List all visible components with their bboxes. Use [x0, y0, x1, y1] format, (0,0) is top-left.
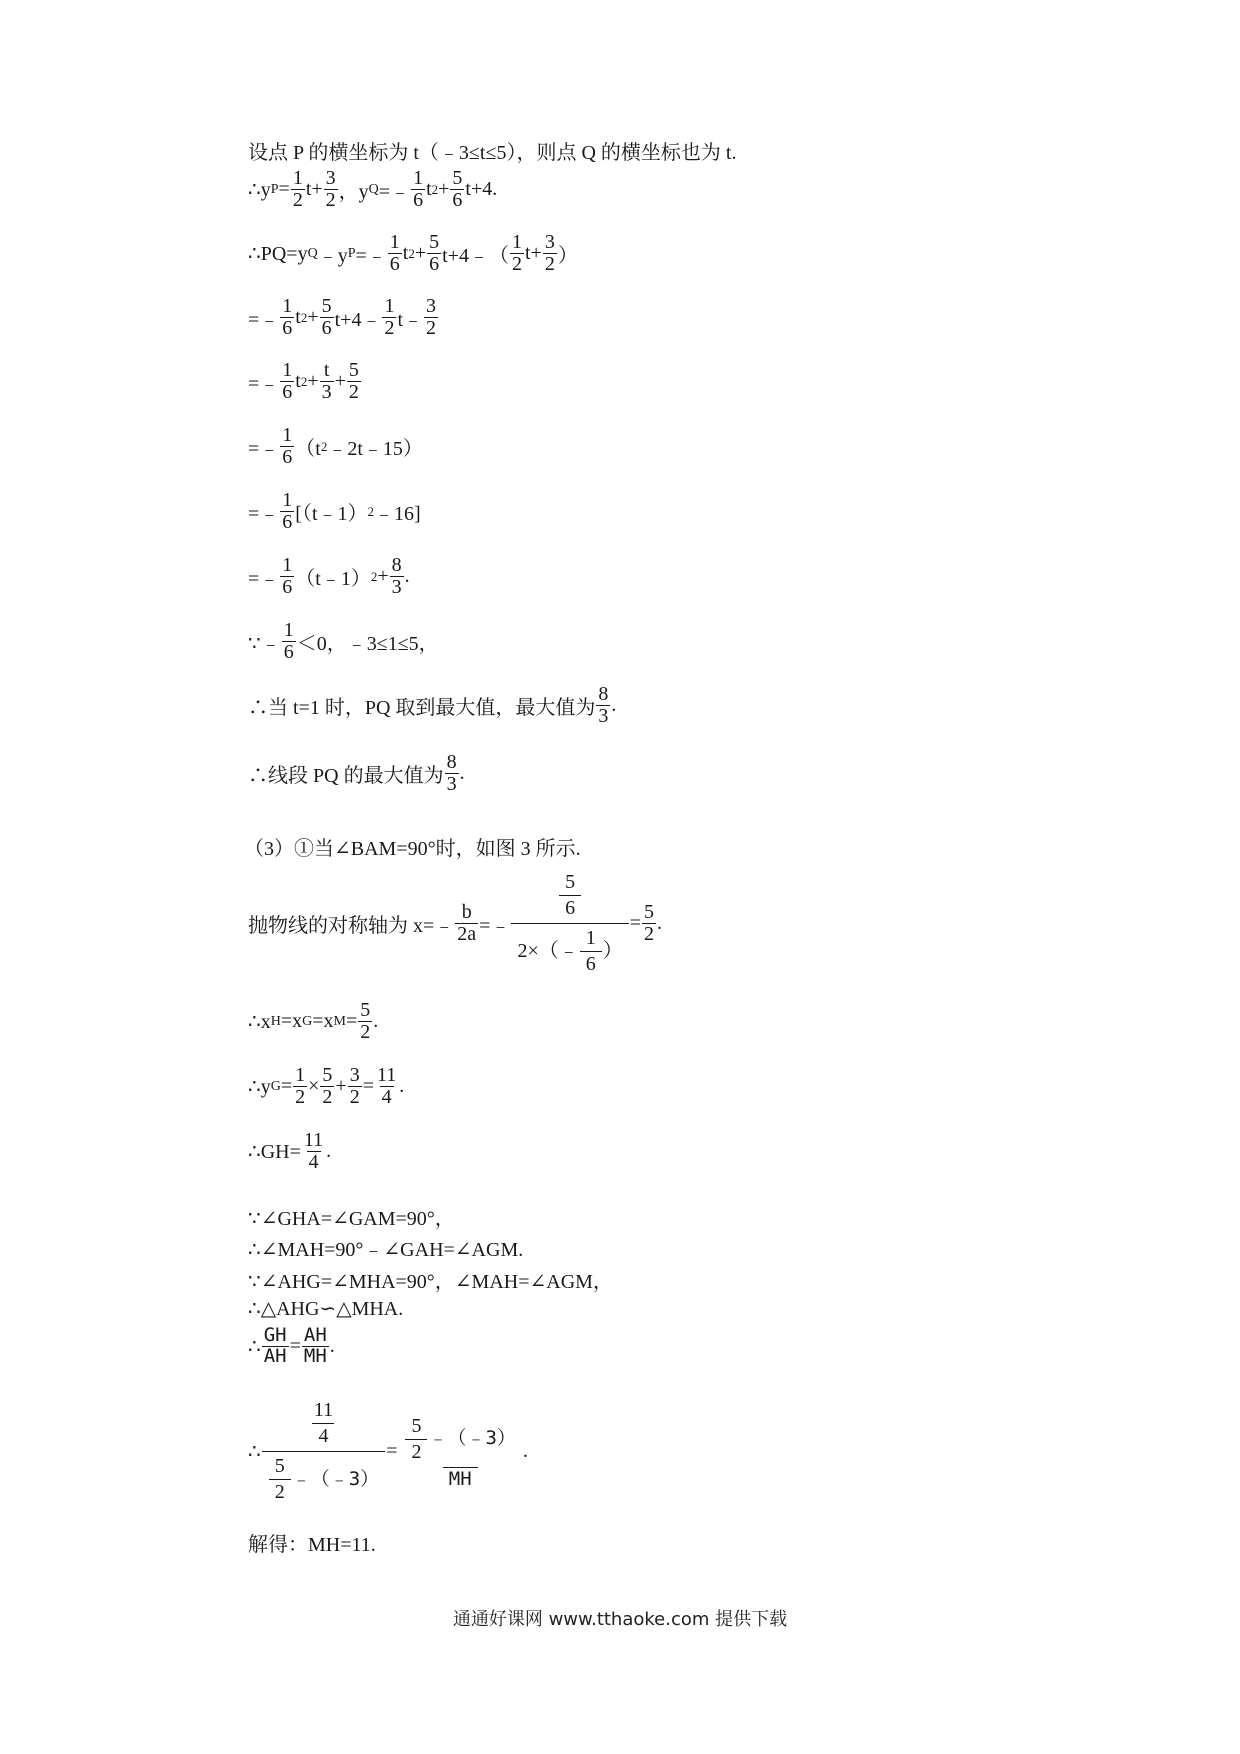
denominator: 6 [282, 381, 293, 403]
denominator: AH [263, 1344, 287, 1367]
fraction [347, 360, 361, 403]
fraction [390, 555, 404, 598]
denominator: 3 [598, 705, 609, 727]
text: （t﹣1） [295, 568, 371, 590]
denominator: 6 [389, 253, 400, 275]
text: ﹣（﹣3） [428, 1427, 516, 1450]
fraction [308, 1398, 339, 1449]
numerator: 3 [325, 167, 336, 189]
numerator: t [323, 359, 330, 381]
superscript: 2 [300, 309, 308, 325]
text: = [278, 178, 290, 200]
numerator: 1 [282, 554, 293, 576]
text: + [377, 565, 389, 587]
fraction [411, 168, 425, 211]
subscript: M [333, 1013, 346, 1029]
denominator: 2 [348, 381, 359, 403]
numerator: 11 [376, 1064, 397, 1086]
text: ＜0，﹣3≤1≤5， [296, 633, 439, 655]
text: + [438, 178, 450, 200]
denominator: 6 [559, 895, 581, 921]
numerator: 1 [384, 295, 395, 317]
text: ∴x [248, 1011, 271, 1033]
denominator: 6 [282, 511, 293, 533]
numerator: b [461, 901, 472, 923]
numerator: 1 [413, 167, 424, 189]
line-4 [248, 296, 439, 339]
text: （3）①当∠BAM=90°时，如图 3 所示. [244, 838, 581, 860]
text: [（t﹣1） [295, 503, 368, 525]
text: t+ [524, 242, 542, 264]
compound-fraction [511, 868, 628, 979]
fraction [320, 296, 334, 339]
text: t [295, 306, 301, 328]
text: ，y [338, 181, 369, 203]
fraction [320, 1065, 334, 1108]
text: =﹣ [248, 503, 280, 525]
text: =﹣ [378, 181, 411, 203]
text: = [289, 1334, 301, 1357]
text: ﹣16] [374, 503, 421, 525]
denominator: 2 [644, 923, 655, 945]
text: t+4﹣ [334, 309, 382, 331]
text: =x [280, 1010, 303, 1032]
text: 2×（﹣ [517, 940, 579, 962]
text: 设点 P 的横坐标为 t（﹣3≤t≤5），则点 Q 的横坐标也为 t. [248, 142, 737, 164]
superscript: 2 [431, 181, 439, 197]
numerator: GH [263, 1324, 287, 1346]
text: ∴ [248, 1335, 261, 1358]
fraction [596, 684, 610, 727]
text: t﹣ [397, 309, 424, 331]
denominator: 4 [381, 1086, 392, 1108]
line-9 [248, 620, 439, 663]
text: =﹣ [248, 309, 280, 331]
line-19 [248, 1265, 613, 1294]
compound-fraction-left [262, 1396, 385, 1507]
text: ﹣y [317, 245, 348, 267]
denominator: 6 [429, 253, 440, 275]
subscript: Q [307, 245, 318, 261]
numerator: 3 [544, 231, 555, 253]
numerator: 3 [349, 1064, 360, 1086]
denominator: MH [303, 1344, 327, 1367]
line-20 [248, 1296, 403, 1321]
text: ） [557, 245, 578, 267]
subscript: Q [368, 181, 379, 197]
fraction [543, 232, 557, 275]
denominator: 2 [544, 253, 555, 275]
text: ∵∠GHA=∠GAM=90°， [248, 1208, 455, 1230]
denominator: 2 [295, 1086, 306, 1108]
text: . [611, 694, 617, 716]
text: + [335, 1075, 347, 1097]
text: ∴∠MAH=90°﹣∠GAH=∠AGM. [248, 1239, 524, 1261]
text: （t [295, 438, 321, 460]
compound-fraction-right [398, 1412, 521, 1492]
line-13-axis [248, 868, 662, 979]
text: . [657, 912, 663, 934]
fraction [291, 168, 305, 211]
text: ∴y [248, 1076, 271, 1098]
line-16 [248, 1130, 331, 1173]
fraction [302, 1130, 325, 1173]
denominator: 4 [308, 1151, 319, 1173]
text: × [308, 1075, 320, 1097]
line-22 [248, 1396, 528, 1507]
text: ∴GH= [248, 1141, 301, 1163]
text: = [386, 1440, 398, 1462]
numerator: 8 [391, 554, 402, 576]
denominator: 2 [405, 1439, 427, 1465]
text: ∴y [248, 179, 271, 201]
text: ∴△AHG∽△MHA. [248, 1298, 404, 1320]
denominator: 6 [282, 317, 293, 339]
denominator: 3 [446, 773, 457, 795]
denominator: 6 [321, 317, 332, 339]
fraction [450, 168, 464, 211]
fraction [324, 168, 338, 211]
text: ∵﹣ [248, 633, 281, 655]
line-15 [248, 1065, 404, 1108]
text: 抛物线的对称轴为 x=﹣ [248, 915, 455, 937]
numerator: 11 [313, 1399, 334, 1421]
numerator: 1 [282, 359, 293, 381]
text: + [307, 306, 319, 328]
subscript: H [270, 1013, 281, 1029]
superscript: 2 [370, 568, 378, 584]
text: ∴线段 PQ 的最大值为 [248, 765, 444, 787]
fraction [382, 296, 396, 339]
denominator: 2a [457, 923, 477, 945]
numerator: 8 [598, 683, 609, 705]
denominator: 2 [322, 1086, 333, 1108]
text: ﹣2t﹣15） [327, 438, 423, 460]
text: ∴ [248, 1441, 261, 1463]
text: . [373, 1010, 379, 1032]
fraction [280, 425, 294, 468]
numerator: 1 [511, 231, 522, 253]
numerator: 1 [283, 619, 294, 641]
text: . [399, 1075, 405, 1097]
fraction [348, 1065, 362, 1108]
numerator: 5 [411, 1414, 422, 1437]
text: ∴当 t=1 时，PQ 取到最大值，最大值为 [248, 697, 596, 719]
line-21 [248, 1326, 335, 1367]
numerator: 5 [565, 871, 576, 893]
fraction [320, 360, 334, 403]
numerator: 1 [585, 927, 596, 949]
denominator [262, 1451, 385, 1507]
numerator: 5 [644, 901, 655, 923]
text: t+4﹣（ [442, 245, 509, 267]
line-2-yp-yq [248, 168, 497, 211]
fraction [388, 232, 402, 275]
line-5 [248, 360, 362, 403]
fraction [280, 360, 294, 403]
fraction [424, 296, 438, 339]
numerator: 5 [452, 167, 463, 189]
line-10 [248, 684, 616, 727]
numerator: 3 [426, 295, 437, 317]
numerator [301, 1396, 346, 1451]
text: ∵∠AHG=∠MHA=90°，∠MAH=∠AGM， [248, 1271, 613, 1293]
text: + [414, 242, 427, 264]
line-11 [248, 752, 465, 795]
text: =﹣ [248, 373, 280, 395]
line-7 [248, 490, 421, 533]
denominator: 3 [321, 381, 332, 403]
fraction [510, 232, 524, 275]
text: ） [602, 940, 623, 962]
denominator: 6 [282, 576, 293, 598]
text: + [334, 370, 346, 392]
fraction [280, 555, 294, 598]
text: . [326, 1140, 332, 1162]
numerator: 8 [446, 751, 457, 773]
line-8 [248, 555, 410, 598]
fraction [580, 926, 602, 977]
text: = [280, 1075, 293, 1097]
numerator: 5 [321, 295, 332, 317]
numerator: AH [303, 1324, 327, 1346]
line-14 [248, 1000, 378, 1043]
fraction [262, 1326, 289, 1367]
denominator: 6 [452, 189, 463, 211]
numerator [552, 868, 588, 923]
text: = [362, 1075, 374, 1097]
text: ﹣（﹣3） [291, 1467, 380, 1490]
text: =﹣ [355, 245, 387, 267]
denominator: 2 [349, 1086, 360, 1108]
fraction [302, 1326, 329, 1367]
text: = [346, 1010, 358, 1032]
text: =﹣ [248, 438, 280, 460]
subscript: P [347, 245, 356, 261]
fraction [269, 1454, 291, 1505]
denominator: 2 [269, 1479, 291, 1505]
subscript: G [302, 1013, 313, 1029]
fraction [559, 870, 581, 921]
line-23 [248, 1528, 376, 1557]
numerator: 5 [322, 1064, 333, 1086]
text: = [629, 912, 642, 934]
denominator: 2 [292, 189, 303, 211]
denominator: 6 [282, 446, 293, 468]
fraction [280, 296, 294, 339]
text: . [522, 1440, 528, 1462]
numerator: 1 [292, 167, 303, 189]
text: t+ [305, 178, 323, 200]
subscript: G [270, 1078, 281, 1094]
text: + [307, 370, 319, 392]
fraction [280, 490, 294, 533]
numerator: 5 [360, 999, 371, 1021]
line-3-pq [248, 232, 578, 275]
fraction [405, 1414, 427, 1465]
numerator: 11 [303, 1129, 324, 1151]
text: 解得：MH=11. [248, 1534, 376, 1556]
text: . [329, 1334, 335, 1357]
line-17 [248, 1202, 455, 1231]
denominator: 6 [580, 951, 602, 977]
denominator: 3 [391, 576, 402, 598]
line-12 [244, 832, 581, 861]
footer-credit: 通通好课网 www.tthaoke.com 提供下载 [452, 1609, 788, 1630]
fraction [293, 1065, 307, 1108]
numerator: 1 [282, 295, 293, 317]
numerator: 5 [429, 231, 440, 253]
line-6 [248, 425, 423, 468]
denominator: 2 [511, 253, 522, 275]
text: . [459, 762, 465, 784]
numerator: 1 [282, 424, 293, 446]
superscript: 2 [300, 373, 308, 389]
fraction [455, 902, 478, 945]
fraction [358, 1000, 372, 1043]
denominator: 2 [426, 317, 437, 339]
fraction [375, 1065, 398, 1108]
fraction [427, 232, 441, 275]
numerator: 1 [295, 1064, 306, 1086]
text: t [295, 370, 301, 392]
text: ∴PQ=y [248, 243, 308, 265]
fraction [642, 902, 656, 945]
numerator: 1 [389, 231, 400, 253]
text: =﹣ [248, 568, 280, 590]
text: t [402, 242, 409, 264]
denominator: MH [443, 1467, 478, 1492]
numerator [398, 1412, 521, 1467]
denominator [511, 923, 628, 979]
denominator: 2 [360, 1021, 371, 1043]
line-1 [248, 136, 736, 165]
denominator: 6 [413, 189, 424, 211]
numerator: 5 [274, 1455, 285, 1477]
text: t [426, 178, 432, 200]
text: =x [312, 1010, 334, 1032]
denominator: 4 [312, 1423, 334, 1449]
denominator: 2 [325, 189, 336, 211]
superscript: 2 [320, 438, 328, 454]
numerator: 5 [348, 359, 359, 381]
subscript: P [270, 181, 279, 197]
text: . [404, 565, 410, 587]
denominator: 6 [283, 641, 294, 663]
text: =﹣ [479, 915, 511, 937]
denominator: 2 [384, 317, 395, 339]
superscript: 2 [408, 245, 415, 261]
superscript: 2 [367, 503, 374, 519]
fraction [282, 620, 296, 663]
text: t+4. [465, 178, 498, 200]
line-18 [248, 1233, 523, 1262]
numerator: 1 [282, 489, 293, 511]
fraction [445, 752, 459, 795]
